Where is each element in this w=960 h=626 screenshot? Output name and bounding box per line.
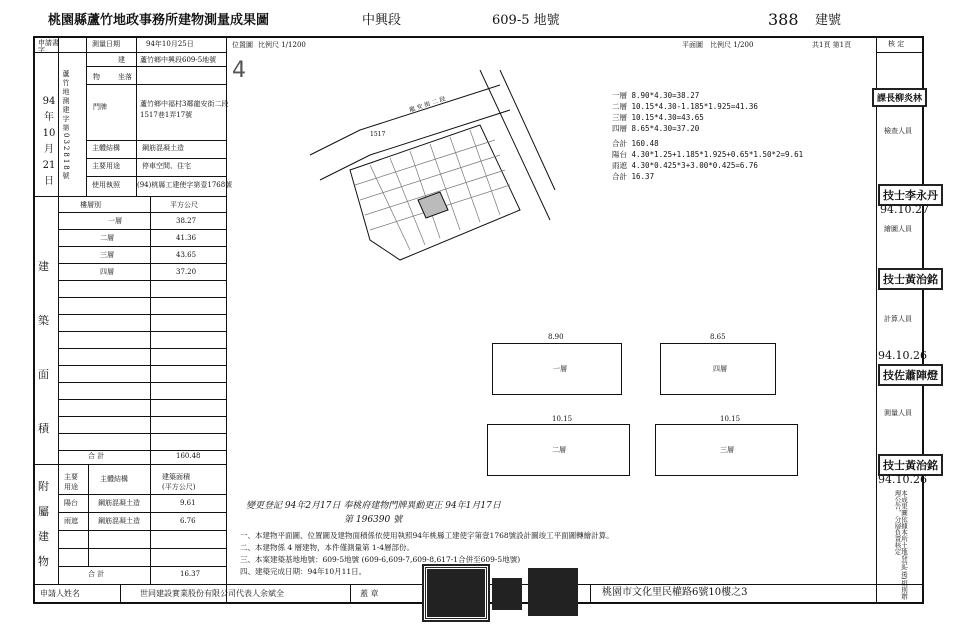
divider bbox=[58, 530, 226, 531]
annex-area: 6.76 bbox=[180, 517, 196, 525]
divider bbox=[58, 246, 226, 247]
check-label: 檢查人員 bbox=[884, 127, 912, 135]
divider bbox=[33, 464, 226, 465]
calc-line: 合計 16.37 bbox=[612, 172, 655, 181]
floor-plan-1 bbox=[492, 343, 622, 395]
page-count: 共1頁 第1頁 bbox=[812, 41, 852, 49]
annex-side-char: 建 bbox=[38, 530, 49, 543]
divider bbox=[58, 548, 226, 549]
survey-date: 94.10.26 bbox=[878, 473, 927, 486]
note-line: 一、本建物平面圖、位置圖及建物面積係依使用執照94年桃縣工建使字第壹1768號設計圖竣工平面圖轉繪計算。 bbox=[240, 531, 614, 540]
approval-label: 核 定 bbox=[888, 40, 905, 48]
applicant-no-label: 申請書 字 bbox=[38, 39, 59, 54]
structure-value: 鋼筋混凝土造 bbox=[142, 144, 184, 152]
approval-note: 本成果圖依據本所土地登記(後)規則辦理公告，分層負責核定 bbox=[893, 490, 908, 600]
divider bbox=[876, 36, 877, 604]
wu-label: 物 bbox=[93, 73, 100, 81]
annex-use: 雨遮 bbox=[64, 517, 78, 525]
divider bbox=[58, 212, 226, 213]
menpai-value-2: 1517巷1弄17號 bbox=[140, 111, 193, 119]
permit-value: (94)桃縣工建使字第壹1768號 bbox=[137, 181, 233, 189]
note-line: 二、本建物係 4 層建物，本件僅測量第 1-4層部份。 bbox=[240, 543, 415, 552]
document-title: 桃園縣蘆竹地政事務所建物測量成果圖 bbox=[48, 13, 270, 28]
date-month-label: 月 bbox=[44, 144, 54, 155]
floor-col-label: 樓層別 bbox=[80, 201, 101, 209]
applicant-name: 世同建設實業股份有限公司代表人余斌全 bbox=[140, 589, 284, 598]
annex-side-char: 物 bbox=[38, 555, 49, 568]
divider bbox=[58, 450, 226, 451]
divider bbox=[86, 158, 226, 159]
checker-date: 94.10.27 bbox=[880, 203, 929, 216]
floor-name: 二層 bbox=[100, 234, 114, 242]
divider bbox=[58, 36, 59, 584]
calc-label: 計算人員 bbox=[884, 315, 912, 323]
building-number-label: 建號 bbox=[815, 13, 842, 28]
divider bbox=[590, 584, 591, 604]
annex-total-label: 合 計 bbox=[88, 570, 105, 578]
divider bbox=[226, 36, 227, 604]
divider bbox=[58, 566, 226, 567]
use-label: 主要用途 bbox=[92, 162, 120, 170]
calc-line: 陽台 4.30*1.25+1.185*1.925+0.65*1.50*2=9.61 bbox=[612, 150, 804, 159]
company-seal bbox=[424, 566, 488, 620]
divider bbox=[150, 196, 151, 464]
area-side-char: 面 bbox=[38, 368, 49, 381]
floor-area: 43.65 bbox=[176, 251, 197, 259]
dimension-label: 10.15 bbox=[552, 415, 573, 423]
applicant-label: 申請人姓名 bbox=[40, 589, 80, 598]
area-side-char: 築 bbox=[38, 314, 49, 327]
survey-stamp: 技士黃治銘 bbox=[878, 454, 943, 476]
divider bbox=[33, 52, 226, 53]
annex-side-char: 屬 bbox=[38, 505, 49, 518]
annex-area-label: 建築面積 (平方公尺) bbox=[162, 473, 196, 491]
area-side-char: 積 bbox=[38, 422, 49, 435]
divider bbox=[58, 399, 226, 400]
divider bbox=[33, 196, 226, 197]
divider bbox=[350, 584, 351, 604]
survey-date-value: 94年10月25日 bbox=[146, 40, 194, 48]
word-number: 蘆竹地測建字第032818號 bbox=[62, 70, 70, 181]
representative-seal bbox=[528, 568, 578, 616]
calc-line: 合計 160.48 bbox=[612, 139, 659, 148]
calc-line: 雨遮 4.30*0.425*3+3.00*0.425=6.76 bbox=[612, 161, 758, 170]
date-month: 10 bbox=[42, 128, 56, 139]
calc-line: 二層 10.15*4.30-1.185*1.925=41.36 bbox=[612, 102, 758, 111]
divider bbox=[58, 331, 226, 332]
survey-date-label: 測量日期 bbox=[92, 40, 120, 48]
annex-side-char: 附 bbox=[38, 480, 49, 493]
jian-label: 建 bbox=[118, 56, 125, 64]
use-value: 停車空間、住宅 bbox=[142, 162, 191, 170]
floor-name: 三層 bbox=[100, 251, 114, 259]
location-label: 位置圖 bbox=[232, 41, 253, 49]
divider bbox=[58, 382, 226, 383]
dimension-label: 10.15 bbox=[720, 415, 741, 423]
floor-name: 一層 bbox=[108, 217, 122, 225]
map-road-edge bbox=[480, 70, 550, 220]
calc-date: 94.10.26 bbox=[878, 349, 927, 362]
date-year-label: 年 bbox=[44, 112, 54, 123]
floor-area: 41.36 bbox=[176, 234, 197, 242]
divider bbox=[88, 464, 89, 566]
floor-plan-4 bbox=[660, 343, 776, 395]
calc-line: 一層 8.90*4.30=38.27 bbox=[612, 91, 700, 100]
divider bbox=[58, 297, 226, 298]
lot-number: 609-5 地號 bbox=[492, 13, 560, 28]
divider bbox=[86, 36, 87, 196]
divider bbox=[86, 140, 226, 141]
divider bbox=[86, 84, 226, 85]
calc-stamp: 技佐蕭陣燈 bbox=[878, 364, 943, 386]
structure-label: 主體結構 bbox=[92, 144, 120, 152]
annex-struct: 鋼筋混凝土造 bbox=[98, 499, 140, 507]
date-day-label: 日 bbox=[44, 176, 54, 187]
calc-block bbox=[612, 90, 803, 182]
divider bbox=[58, 280, 226, 281]
floor-plan-3 bbox=[655, 424, 798, 476]
divider bbox=[120, 584, 121, 604]
divider bbox=[58, 494, 226, 495]
divider bbox=[58, 365, 226, 366]
zuoluo-label: 坐落 bbox=[118, 73, 132, 81]
checker-stamp: 技士李永丹 bbox=[878, 184, 943, 206]
annex-total-value: 16.37 bbox=[180, 570, 201, 578]
annex-use-label: 主要 用途 bbox=[64, 473, 78, 491]
map-target-lot bbox=[418, 192, 448, 218]
divider bbox=[58, 229, 226, 230]
divider bbox=[86, 176, 226, 177]
applicant-address: 桃園市文化里民權路6號10樓之3 bbox=[602, 587, 748, 598]
divider bbox=[136, 36, 137, 196]
area-col-label: 平方公尺 bbox=[170, 201, 198, 209]
section-chief-stamp: 課長柳炎林 bbox=[872, 88, 927, 107]
floor-area: 38.27 bbox=[176, 217, 197, 225]
area-total-value: 160.48 bbox=[176, 452, 201, 460]
map-lot-label: 1517 bbox=[370, 131, 386, 138]
area-total-label: 合 計 bbox=[88, 452, 105, 460]
floor-name: 四層 bbox=[100, 268, 114, 276]
survey-label: 測量人員 bbox=[884, 409, 912, 417]
date-day: 21 bbox=[42, 160, 56, 171]
floor-area: 37.20 bbox=[176, 268, 197, 276]
area-side-label bbox=[38, 240, 49, 456]
floor-plan-label: 四層 bbox=[713, 365, 727, 373]
divider bbox=[876, 52, 924, 53]
annex-area: 9.61 bbox=[180, 499, 196, 507]
floor-plan-label: 一層 bbox=[553, 365, 567, 373]
divider bbox=[58, 416, 226, 417]
handwritten-note-sub: 第 196390 號 bbox=[344, 515, 403, 525]
calc-line: 三層 10.15*4.30=43.65 bbox=[612, 113, 704, 122]
permit-label: 使用執照 bbox=[92, 181, 120, 189]
map-road-label: 龍 安 街 二 段 bbox=[408, 95, 447, 114]
divider bbox=[58, 512, 226, 513]
floor-plan-label: 三層 bbox=[720, 446, 734, 454]
annex-side-label bbox=[38, 474, 49, 574]
annex-struct-label: 主體結構 bbox=[100, 475, 128, 483]
zuoluo-value: 蘆竹鄉中興段609-5地號 bbox=[140, 56, 217, 64]
approver-stamp: 技士黃治銘 bbox=[878, 268, 943, 290]
company-seal bbox=[492, 578, 522, 610]
note-line: 四、建築完成日期：94年10月11日。 bbox=[240, 567, 367, 576]
menpai-label: 門牌 bbox=[93, 103, 107, 111]
map-road-edge bbox=[310, 85, 500, 155]
divider bbox=[58, 348, 226, 349]
dimension-label: 8.65 bbox=[710, 333, 726, 341]
divider bbox=[86, 66, 226, 67]
menpai-value-1: 蘆竹鄉中福村3鄰龍安街二段 bbox=[140, 100, 229, 108]
map-parcel-grid bbox=[355, 130, 510, 250]
floor-plan-label: 二層 bbox=[552, 446, 566, 454]
annex-struct: 鋼筋混凝土造 bbox=[98, 517, 140, 525]
draft-label: 繪圖人員 bbox=[884, 225, 912, 233]
date-column bbox=[40, 94, 58, 190]
calc-line: 四層 8.65*4.30=37.20 bbox=[612, 124, 700, 133]
area-side-char: 建 bbox=[38, 260, 49, 273]
divider bbox=[58, 433, 226, 434]
building-number: 388 bbox=[768, 10, 799, 29]
section-name: 中興段 bbox=[362, 13, 402, 28]
handwritten-floor-count: 4 bbox=[232, 58, 246, 83]
date-year: 94 bbox=[42, 96, 56, 107]
plan-scale: 比例尺 1/200 bbox=[710, 41, 754, 49]
dimension-label: 8.90 bbox=[548, 333, 564, 341]
location-scale: 比例尺 1/1200 bbox=[258, 41, 306, 49]
note-line: 三、本案建築基地地號：609-5地號 (609-6,609-7,609-8,617-1合併至609-5地號) bbox=[240, 555, 521, 564]
divider bbox=[58, 314, 226, 315]
divider bbox=[58, 263, 226, 264]
plan-label: 平面圖 bbox=[682, 41, 703, 49]
handwritten-note: 變更登記 94年2月17日 奉桃府建物門牌異動更正 94年1月17日 bbox=[246, 501, 501, 511]
seal-label: 蓋 章 bbox=[360, 589, 379, 598]
floor-plan-2 bbox=[487, 424, 630, 476]
annex-use: 陽台 bbox=[64, 499, 78, 507]
location-map bbox=[300, 70, 560, 280]
map-road-edge bbox=[320, 110, 510, 180]
